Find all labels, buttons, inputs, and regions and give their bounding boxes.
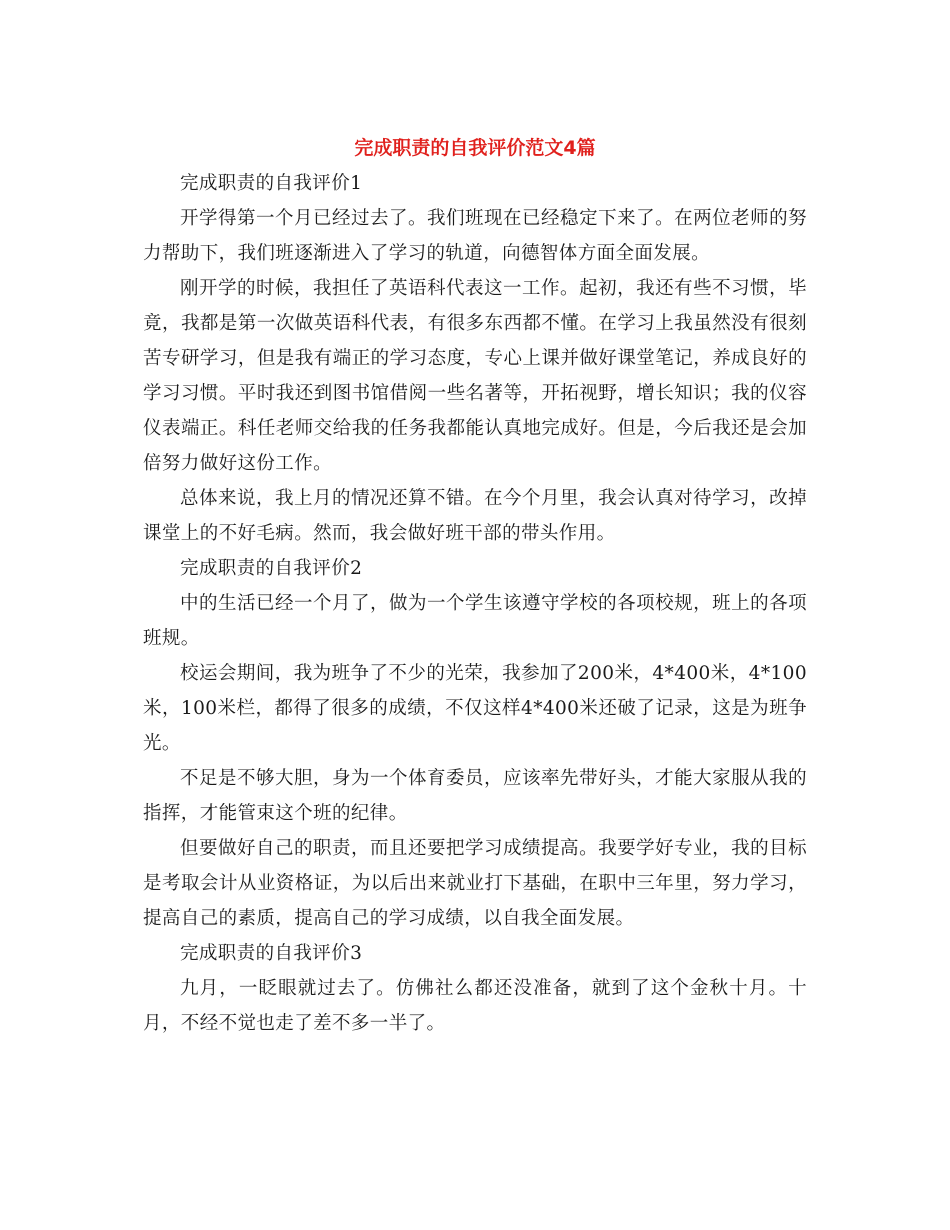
paragraph: 开学得第一个月已经过去了。我们班现在已经稳定下来了。在两位老师的努力帮助下，我们班逐渐进入了学习的轨道，向德智体方面全面发展。 xyxy=(143,208,807,264)
section-heading-2: 完成职责的自我评价2 xyxy=(180,558,363,579)
paragraph: 不足是不够大胆，身为一个体育委员，应该率先带好头，才能大家服从我的指挥，才能管束这个班的纪律。 xyxy=(143,768,807,824)
document-body xyxy=(143,166,807,1041)
paragraph: 中的生活已经一个月了，做为一个学生该遵守学校的各项校规，班上的各项班规。 xyxy=(143,593,807,649)
section-heading-3: 完成职责的自我评价3 xyxy=(180,943,363,964)
paragraph: 九月，一眨眼就过去了。仿佛社么都还没准备，就到了这个金秋十月。十月，不经不觉也走了差不多一半了。 xyxy=(143,978,807,1034)
section-heading-1: 完成职责的自我评价1 xyxy=(180,173,363,194)
paragraph: 但要做好自己的职责，而且还要把学习成绩提高。我要学好专业，我的目标是考取会计从业资格证，为以后出来就业打下基础，在职中三年里，努力学习，提高自己的素质，提高自己的学习成绩，以自我全面发展。 xyxy=(143,838,807,929)
paragraph: 总体来说，我上月的情况还算不错。在今个月里，我会认真对待学习，改掉课堂上的不好毛病。然而，我会做好班干部的带头作用。 xyxy=(143,488,807,544)
paragraph: 刚开学的时候，我担任了英语科代表这一工作。起初，我还有些不习惯，毕竟，我都是第一次做英语科代表，有很多东西都不懂。在学习上我虽然没有很刻苦专研学习，但是我有端正的学习态度，专心上课并做好课堂笔记，养成良好的学习习惯。平时我还到图书馆借阅一些名著等，开拓视野，增长知识；我的仪容仪表端正。科任老师交给我的任务我都能认真地完成好。但是，今后我还是会加倍努力做好这份工作。 xyxy=(143,278,807,474)
paragraph: 校运会期间，我为班争了不少的光荣，我参加了200米，4*400米，4*100米，100米栏，都得了很多的成绩，不仅这样4*400米还破了记录，这是为班争光。 xyxy=(143,663,807,754)
document-title: 完成职责的自我评价范文4篇 xyxy=(354,137,596,159)
